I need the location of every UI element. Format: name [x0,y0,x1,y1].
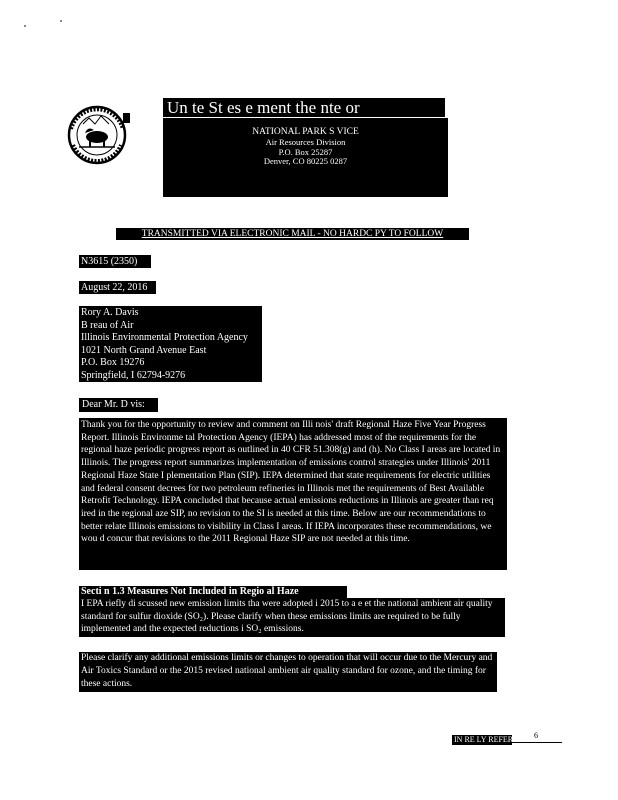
letterhead-city: Denver, CO 80225 0287 [263,156,348,166]
scan-speck [24,25,26,27]
recipient-agency: Illinois Environmental Protection Agency [81,332,248,343]
body-paragraph-3: Please clarify any additional emissions limits or changes to operation that will occur due to the Mercury and Air Toxics Standard or the 2015 revised national ambient air quality standard for ozone, and the timing for these actions. [79,652,497,692]
body-paragraph-1: Thank you for the opportunity to review and comment on Illi nois' draft Regional Haze Five Year Progress Report. Illinois Environme tal Protection Agency (IEPA) has addressed most of the requirements for the regional haze periodic progress report as outlined in 40 CFR 51.308(g) and (h). No Class I areas are located in Illinois. The progress report summarizes implementation of emissions control strategies under Illinois' 2011 Regional Haze State I plementation Plan (SIP). IEPA determined that state requirements for electric utilities and federal consent decrees for two petroleum refineries in Illinois met the requirements of Best Available Retrofit Technology. IEPA concluded that because actual emissions reductions in Illinois are greater than req ired in the regional aze SIP, no revision to the SI is needed at this time. Below are our recommendations to better relate Illinois emissions to visibility in Class I areas. If IEPA incorporates these recommendations, we wou d concur that revisions to the 2011 Regional Haze SIP are not needed at this time. [79,418,507,570]
recipient-city: Springfield, I 62794-9276 [81,369,186,381]
transmittal-notice: TRANSMITTED VIA ELECTRONIC MAIL - NO HARDC PY TO FOLLOW [116,228,469,240]
refer-to-stamp: IN RE LY REFER TO: [454,735,528,744]
recipient-address [79,306,262,382]
recipient-street: 1021 North Grand Avenue East [81,344,207,356]
section-heading: Secti n 1.3 Measures Not Included in Regio al Haze [79,586,347,598]
refer-to-mark: 6 [534,731,538,740]
letterhead-address-block [163,118,448,197]
recipient-bureau: B reau of Air [81,319,134,331]
recipient-name: Rory A. Davis [81,307,139,318]
letter-date: August 22, 2016 [79,281,156,294]
body-paragraph-2: I EPA riefly di scussed new emission limits tha were adopted i 2015 to a e et the national ambient air quality standard for sulfur dioxide (SO₂). Please clarify when these emissions limits are required to be fully implemented and the expected reductions i SO₂ emissions. [79,598,505,637]
letterhead-po-box: P.O. Box 25287 [278,146,333,157]
refer-to-underline [510,742,562,743]
letterhead-service: NATIONAL PARK S VICE [252,127,359,137]
scan-speck [60,20,62,22]
recipient-po-box: P.O. Box 19276 [81,357,145,368]
salutation: Dear Mr. D vis: [79,398,158,412]
letterhead-agency-title: Un te St es e ment the nte or [163,98,445,117]
letterhead-division: Air Resources Division [265,137,346,147]
reference-number: N3615 (2350) [79,255,151,268]
interior-department-seal [67,101,131,183]
